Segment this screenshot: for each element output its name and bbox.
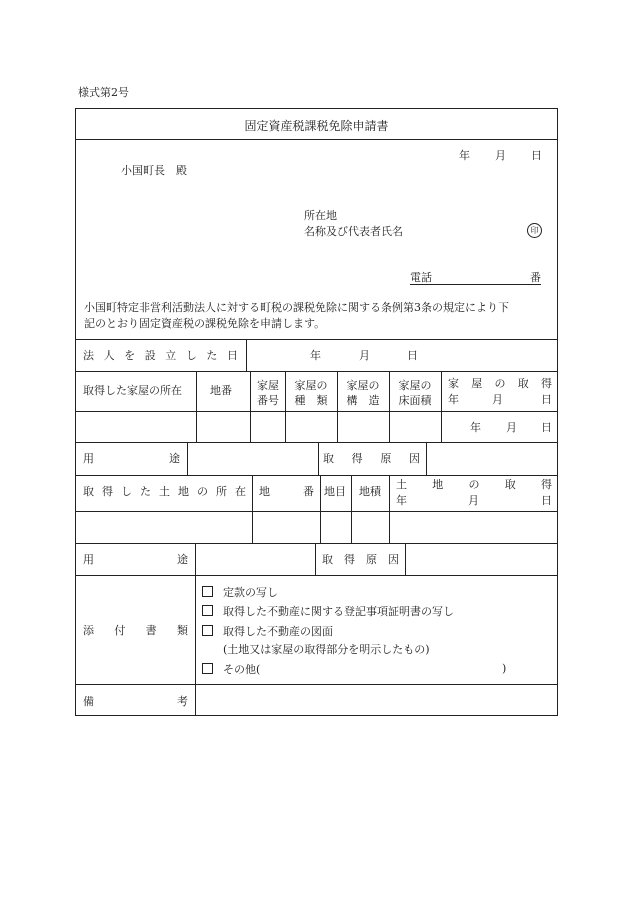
date-day: 日 — [531, 149, 542, 162]
label-char: た — [206, 349, 218, 362]
label-char: 得 — [541, 478, 552, 491]
checkbox[interactable] — [202, 663, 213, 674]
house-number-header: 家屋 番号 — [257, 379, 279, 407]
label-char: 土 — [159, 485, 170, 498]
label-char: 原 — [380, 452, 392, 465]
house-row-month: 月 — [506, 421, 517, 434]
label-char: 在 — [235, 485, 246, 498]
body-text-line2: 記のとおり固定資産税の課税免除を申請します。 — [84, 317, 326, 330]
remarks-label — [83, 696, 188, 707]
form-number: 様式第2号 — [78, 86, 129, 99]
checkbox[interactable] — [202, 605, 213, 616]
house-acquired-day: 日 — [541, 393, 552, 406]
house-row-year: 年 — [470, 421, 481, 434]
label-char: 地 — [259, 485, 270, 498]
label-char: の — [468, 478, 480, 491]
house-cause-label — [323, 453, 420, 464]
label-char: 法 — [83, 349, 94, 362]
label-char: 取 — [322, 553, 333, 566]
label-char: 取 — [517, 377, 529, 390]
label-char: 地 — [178, 485, 189, 498]
land-acquired-month: 月 — [468, 494, 479, 507]
name-label: 名称及び代表者氏名 — [304, 225, 403, 238]
addressee: 小国町長 殿 — [121, 164, 187, 177]
date-month: 月 — [495, 149, 506, 162]
label-char: 途 — [177, 553, 188, 566]
label-char: た — [140, 485, 151, 498]
land-acquired-year: 年 — [396, 494, 407, 507]
label-char: し — [185, 349, 197, 362]
house-use-label — [83, 453, 180, 464]
establishment-label — [83, 350, 238, 361]
form-title: 固定資産税課税免除申請書 — [244, 119, 389, 133]
establishment-year: 年 — [310, 349, 321, 362]
address-label: 所在地 — [304, 209, 337, 222]
land-lot-header — [259, 486, 314, 497]
house-acquired-year: 年 — [448, 393, 459, 406]
land-acquired-header — [396, 479, 552, 490]
label-char: 類 — [176, 624, 188, 637]
label-char: 得 — [351, 452, 363, 465]
body-text-line1: 小国町特定非営利活動法人に対する町税の課税免除に関する条例第3条の規定により下 — [84, 301, 509, 314]
label-char: 原 — [366, 553, 377, 566]
label-char: 添 — [83, 624, 94, 637]
phone-label: 電話 — [410, 271, 432, 284]
label-char: 備 — [83, 695, 94, 708]
label-char: 得 — [541, 377, 552, 390]
house-acquired-month: 月 — [492, 393, 503, 406]
label-char: 設 — [144, 349, 156, 362]
label-char: 家 — [448, 377, 459, 390]
label-char: 取 — [323, 452, 334, 465]
label-char: の — [197, 485, 208, 498]
checkbox[interactable] — [202, 625, 213, 636]
label-char: 取 — [504, 478, 516, 491]
land-use-label — [83, 554, 188, 565]
application-form — [75, 108, 558, 716]
attachment-item-2[interactable]: 取得した不動産に関する登記事項証明書の写し — [202, 605, 454, 617]
house-type-header: 家屋の 種 類 — [294, 379, 328, 407]
phone-suffix: 番 — [530, 271, 541, 284]
label-char: 立 — [165, 349, 177, 362]
label-char: 屋 — [471, 377, 483, 390]
attachment-item-3[interactable]: 取得した不動産の図面 — [202, 625, 333, 637]
label-char: 用 — [83, 452, 94, 465]
label-char: 考 — [177, 695, 188, 708]
land-location-header — [83, 486, 246, 497]
label-char: 因 — [388, 553, 399, 566]
land-category-header: 地目 — [324, 485, 346, 498]
phone-line — [410, 272, 541, 285]
label-char: 土 — [396, 478, 407, 491]
attachment-note: (土地又は家屋の取得部分を明示したもの) — [223, 643, 430, 656]
establishment-month: 月 — [359, 349, 370, 362]
label-char: を — [124, 349, 136, 362]
establishment-day: 日 — [407, 349, 418, 362]
checkbox[interactable] — [202, 586, 213, 597]
label-char: の — [494, 377, 506, 390]
label-char: 途 — [169, 452, 180, 465]
label-char: 得 — [102, 485, 113, 498]
label-char: 用 — [83, 553, 94, 566]
house-location-header: 取得した家屋の所在 — [83, 384, 182, 397]
land-area-header: 地積 — [359, 485, 381, 498]
label-char: 因 — [408, 452, 420, 465]
land-cause-label — [322, 554, 399, 565]
house-row-day: 日 — [541, 421, 552, 434]
attachment-other[interactable]: その他( — [202, 663, 260, 675]
house-area-header: 家屋の 床面積 — [398, 379, 432, 407]
land-acquired-day: 日 — [541, 494, 552, 507]
label-char: し — [121, 485, 132, 498]
house-acquired-header — [448, 378, 552, 389]
attachments-label — [83, 625, 188, 636]
house-lot-header: 地番 — [210, 384, 232, 397]
label-char: 得 — [344, 553, 355, 566]
label-char: 付 — [114, 624, 126, 637]
label-char: 地 — [432, 478, 444, 491]
attachment-other-close: ) — [502, 662, 507, 675]
label-char: 書 — [145, 624, 157, 637]
date-year: 年 — [459, 149, 470, 162]
label-char: 番 — [303, 485, 314, 498]
house-structure-header: 家屋の 構 造 — [346, 379, 380, 407]
attachment-item-1[interactable]: 定款の写し — [202, 586, 278, 598]
label-char: 人 — [103, 349, 115, 362]
label-char: 取 — [83, 485, 94, 498]
label-char: 日 — [226, 349, 238, 362]
seal-icon: 印 — [527, 223, 542, 238]
label-char: 所 — [216, 485, 227, 498]
